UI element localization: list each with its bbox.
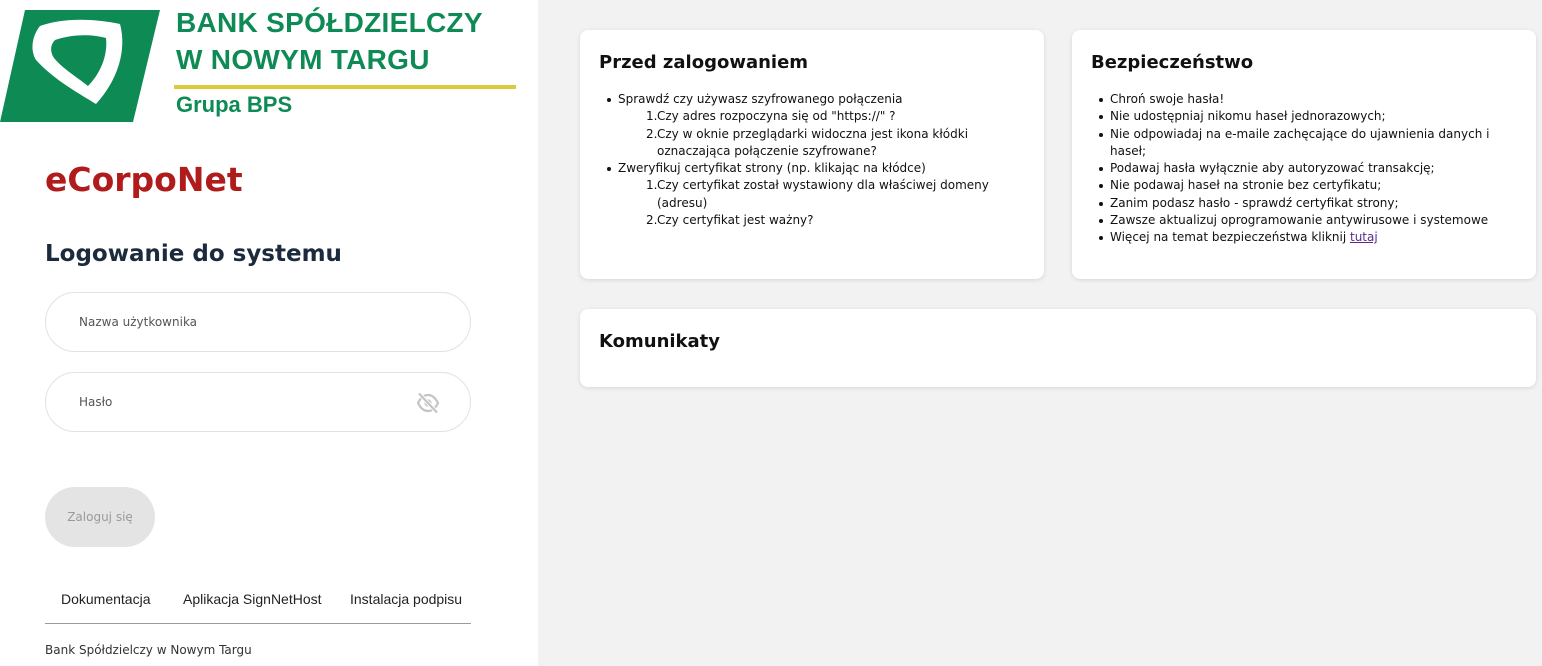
security-more-link[interactable]: tutaj [1350,230,1378,245]
eye-off-icon[interactable] [416,392,440,414]
documentation-link[interactable]: Dokumentacja [61,591,151,607]
list-item [599,91,1032,160]
signature-install-link[interactable]: Instalacja podpisu [350,591,463,607]
list-item: Podawaj hasła wyłącznie aby autoryzować transakcję; [1091,160,1524,177]
logo-title-line2: W NOWYM TARGU [176,44,430,75]
bank-logo-icon [0,10,160,122]
sub-list-item: 1. Czy adres rozpoczyna się od "https://" ? [646,109,896,124]
card-title: Przed zalogowaniem [599,52,809,73]
list-item: Chroń swoje hasła! [1091,91,1524,108]
card-body [1091,91,1524,247]
footer-bank-name: Bank Spółdzielczy w Nowym Targu [45,643,252,657]
list-item [599,160,1032,229]
list-item: Nie udostępniaj nikomu haseł jednorazowych; [1091,108,1524,125]
password-input[interactable] [79,395,399,409]
username-input[interactable] [79,315,399,329]
username-field[interactable] [45,292,471,352]
bank-logo [0,8,520,122]
sub-list-item-text: Czy w oknie przeglądarki widoczna jest ikona kłódki oznaczająca połączenie szyfrowane? [657,126,969,158]
list-item: Nie podawaj haseł na stronie bez certyfikatu; [1091,177,1524,194]
login-panel [0,0,538,666]
card-body [599,91,1032,229]
list-item-text: Sprawdź czy używasz szyfrowanego połączenia [618,92,903,106]
sub-list-item: 2. Czy certyfikat jest ważny? [646,213,814,228]
sub-list-item-text: Czy adres rozpoczyna się od "https://" ? [657,109,896,124]
sub-list-item-text: Czy certyfikat jest ważny? [657,213,814,228]
messages-card [580,309,1536,387]
signnethost-link[interactable]: Aplikacja SignNetHost [183,591,322,607]
logo-title-line1: BANK SPÓŁDZIELCZY [176,7,483,38]
before-login-card [580,30,1044,279]
app-name: eCorpoNet [45,160,243,199]
login-title: Logowanie do systemu [45,241,342,267]
list-item: Zanim podasz hasło - sprawdź certyfikat strony; [1091,195,1524,212]
sub-list-item: 1. Czy certyfikat został wystawiony dla właściwej domeny (adresu) [646,178,989,210]
login-button[interactable]: Zaloguj się [45,487,155,547]
sub-list-item-text: Czy certyfikat został wystawiony dla właściwej domeny (adresu) [657,178,989,210]
list-item [1091,229,1524,246]
list-item: Zawsze aktualizuj oprogramowanie antywirusowe i systemowe [1091,212,1524,229]
security-card [1072,30,1536,279]
card-title: Komunikaty [599,331,721,352]
password-field[interactable] [45,372,471,432]
list-item-text: Zweryfikuj certyfikat strony (np. klikając na kłódce) [618,161,926,176]
card-title: Bezpieczeństwo [1091,52,1254,73]
logo-divider [174,85,516,89]
logo-subtitle: Grupa BPS [176,92,293,117]
help-links [45,584,471,624]
list-item: Nie odpowiadaj na e-maile zachęcające do ujawnienia danych i haseł; [1091,126,1524,161]
sub-list-item: 2. Czy w oknie przeglądarki widoczna jest ikona kłódki oznaczająca połączenie szyfrowane? [646,126,969,158]
list-item-text: Więcej na temat bezpieczeństwa kliknij [1110,230,1347,245]
